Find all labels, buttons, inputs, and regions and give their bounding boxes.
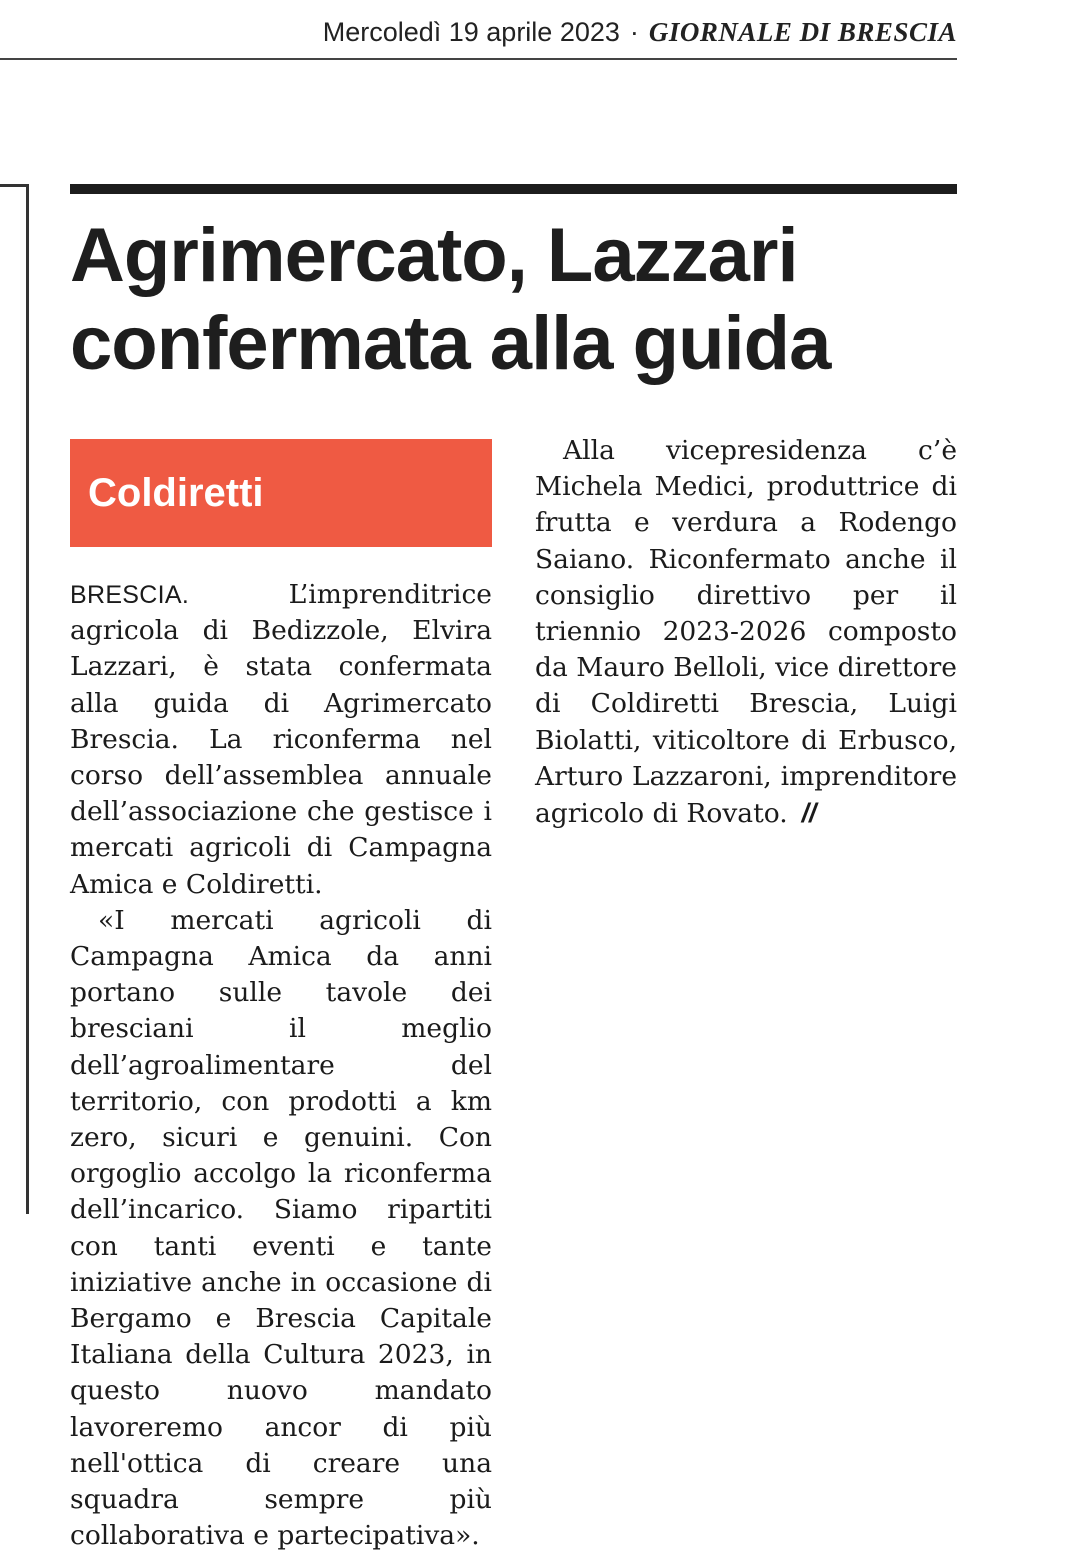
paragraph-3-text: Alla vicepresidenza c’è Michela Medici, produttrice di frutta e verdura a Rodengo Saiano. Riconfermato anche il consiglio direttivo per il triennio 2023-2026 composto da Mauro Belloli, vice direttore di Coldiretti Brescia, Luigi Biolatti, viticoltore di Erbusco, Arturo Lazzaroni, imprenditore agricolo di Rovato. (535, 435, 957, 830)
kicker-box (70, 439, 492, 547)
article-column-1 (70, 577, 492, 1554)
header-rule (0, 58, 957, 60)
paragraph-2: «I mercati agricoli di Campagna Amica da anni portano sulle tavole dei bresciani il meglio dell’agroalimentare del territorio, con prodotti a km zero, sicuri e genuini. Con orgoglio accolgo la riconferma dell’incarico. Siamo ripartiti con tanti eventi e tante iniziative anche in occasione di Bergamo e Brescia Capitale Italiana della Cultura 2023, in questo nuovo mandato lavoreremo ancor di più nell'ottica di creare una squadra sempre più collaborativa e partecipativa». (70, 904, 492, 1552)
paragraph-1 (70, 577, 492, 903)
issue-date: Mercoledì 19 aprile 2023 (322, 17, 620, 47)
end-mark: // (801, 798, 817, 829)
article-column-2 (535, 433, 957, 832)
article-headline (70, 212, 957, 388)
headline-line-1: Agrimercato, Lazzari (70, 213, 798, 298)
adjacent-article-rule-side (26, 184, 29, 1214)
headline-rule (70, 184, 957, 194)
headline-line-2: confermata alla guida (70, 301, 831, 386)
paragraph-1-text: L’imprenditrice agricola di Bedizzole, Elvira Lazzari, è stata confermata alla guida di Agrimercato Brescia. La riconferma nel corso dell’assemblea annuale dell’associazione che gestisce i mercati agricoli di Campagna Amica e Coldiretti. (70, 579, 492, 900)
newspaper-name: GIORNALE DI BRESCIA (648, 17, 957, 47)
header-separator: · (629, 17, 639, 47)
kicker-label: Coldiretti (88, 471, 264, 515)
dateline: BRESCIA. (70, 581, 190, 609)
page-header (0, 10, 957, 54)
adjacent-article-rule-top (0, 184, 28, 187)
paragraph-3 (535, 433, 957, 832)
